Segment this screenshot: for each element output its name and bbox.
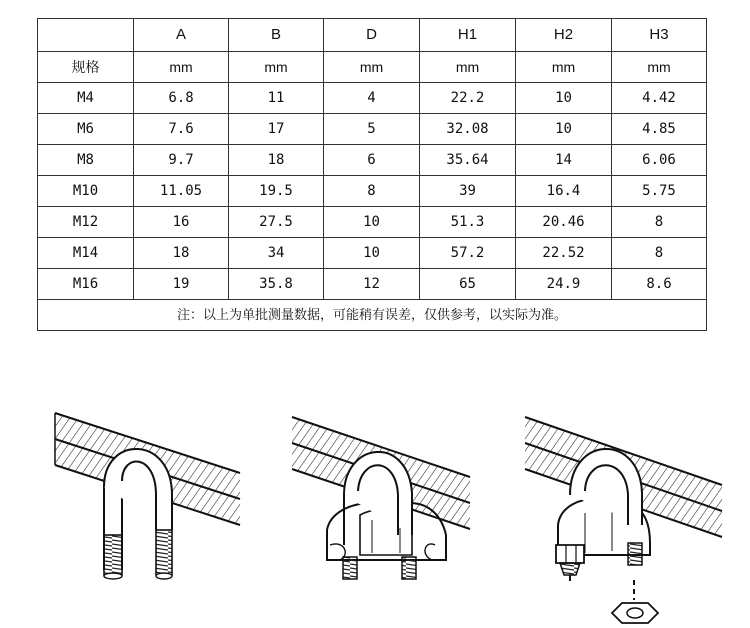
table-cell: 5	[324, 114, 420, 145]
header-cell: B	[229, 19, 324, 52]
table-cell: 51.3	[420, 207, 516, 238]
table-cell: 4.42	[612, 83, 707, 114]
table-cell: 24.9	[516, 269, 612, 300]
table-cell: 11	[229, 83, 324, 114]
units-row	[38, 52, 707, 83]
step-saddle	[292, 417, 470, 579]
table-cell: 4.85	[612, 114, 707, 145]
table-row	[38, 238, 707, 269]
step-tighten	[525, 417, 722, 623]
table-cell: 32.08	[420, 114, 516, 145]
table-cell: 27.5	[229, 207, 324, 238]
table-cell: 19	[134, 269, 229, 300]
header-cell: H1	[420, 19, 516, 52]
size-label: M8	[38, 145, 134, 176]
table-cell: 8	[324, 176, 420, 207]
table-row	[38, 207, 707, 238]
table-note: 注：以上为单批测量数据，可能稍有误差，仅供参考，以实际为准。	[38, 300, 707, 331]
table-cell: 18	[229, 145, 324, 176]
table-cell: 65	[420, 269, 516, 300]
table-row	[38, 145, 707, 176]
units-cell: 规格	[38, 52, 134, 83]
table-cell: 10	[324, 238, 420, 269]
table-row	[38, 114, 707, 145]
table-cell: 9.7	[134, 145, 229, 176]
header-cell: A	[134, 19, 229, 52]
units-cell: mm	[516, 52, 612, 83]
table-cell: 57.2	[420, 238, 516, 269]
table-cell: 18	[134, 238, 229, 269]
table-row	[38, 83, 707, 114]
table-cell: 8	[612, 238, 707, 269]
table-cell: 10	[516, 83, 612, 114]
note-row	[38, 300, 707, 331]
units-cell: mm	[229, 52, 324, 83]
table-cell: 35.64	[420, 145, 516, 176]
table-cell: 35.8	[229, 269, 324, 300]
header-cell	[38, 19, 134, 52]
table-row	[38, 176, 707, 207]
table-row	[38, 269, 707, 300]
table-cell: 20.46	[516, 207, 612, 238]
table-cell: 7.6	[134, 114, 229, 145]
table-cell: 6	[324, 145, 420, 176]
header-cell: H3	[612, 19, 707, 52]
header-cell: D	[324, 19, 420, 52]
table-cell: 22.2	[420, 83, 516, 114]
table-cell: 4	[324, 83, 420, 114]
table-cell: 10	[324, 207, 420, 238]
table-cell: 22.52	[516, 238, 612, 269]
table-cell: 17	[229, 114, 324, 145]
table-cell: 6.8	[134, 83, 229, 114]
units-cell: mm	[612, 52, 707, 83]
table-cell: 16	[134, 207, 229, 238]
units-cell: mm	[324, 52, 420, 83]
size-label: M6	[38, 114, 134, 145]
table-cell: 19.5	[229, 176, 324, 207]
table-header-row	[38, 19, 707, 52]
size-label: M14	[38, 238, 134, 269]
units-cell: mm	[420, 52, 516, 83]
table-cell: 14	[516, 145, 612, 176]
table-cell: 10	[516, 114, 612, 145]
table-cell: 12	[324, 269, 420, 300]
size-label: M16	[38, 269, 134, 300]
size-label: M10	[38, 176, 134, 207]
units-cell: mm	[134, 52, 229, 83]
table-cell: 6.06	[612, 145, 707, 176]
table-cell: 11.05	[134, 176, 229, 207]
table-cell: 16.4	[516, 176, 612, 207]
table-cell: 39	[420, 176, 516, 207]
header-cell: H2	[516, 19, 612, 52]
spec-table	[37, 18, 707, 331]
step-u-bolt	[55, 413, 240, 579]
size-label: M4	[38, 83, 134, 114]
installation-illustration	[0, 395, 750, 628]
table-cell: 5.75	[612, 176, 707, 207]
table-cell: 34	[229, 238, 324, 269]
size-label: M12	[38, 207, 134, 238]
table-cell: 8	[612, 207, 707, 238]
table-cell: 8.6	[612, 269, 707, 300]
